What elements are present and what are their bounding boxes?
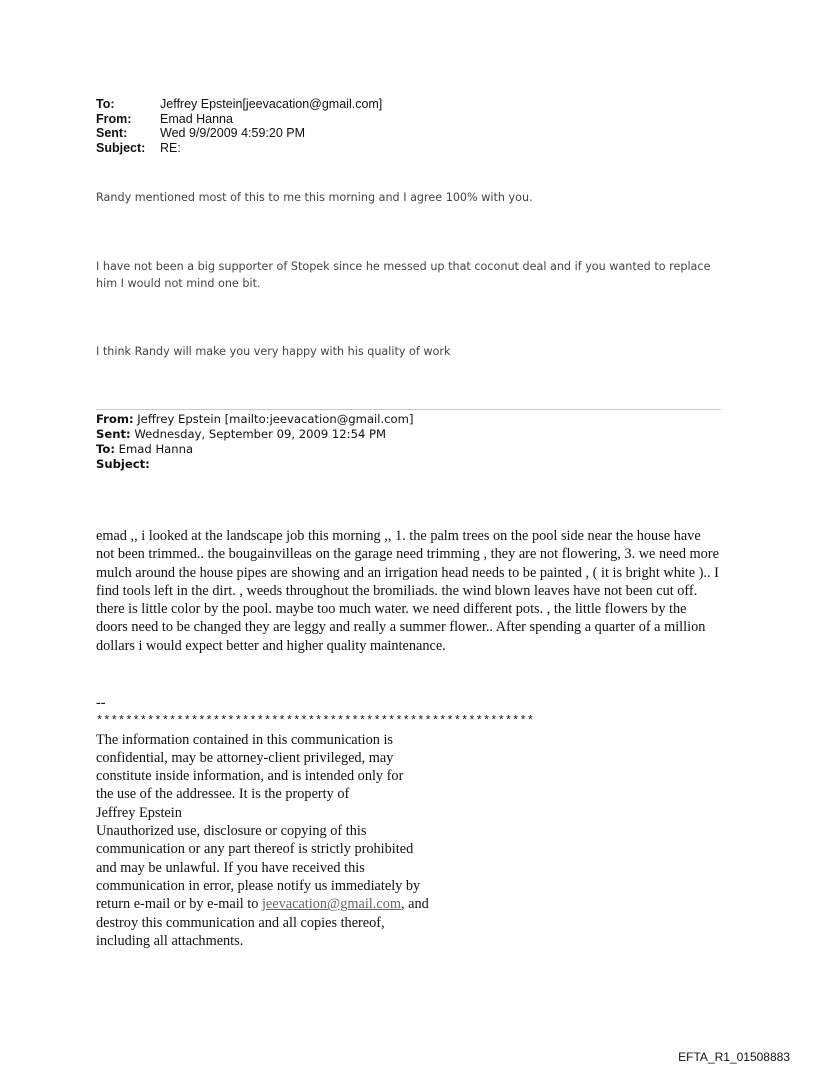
quoted-to-row (96, 442, 413, 457)
original-message-body: emad ,, i looked at the landscape job this morning ,, 1. the palm trees on the pool side near the house have not been trimmed.. the bougainvilleas on the garage need trimming , they are not flowering, 3. we need more mulch around the house pipes are showing and an irrigation head needs to be painted , ( it is bright white ).. I find tools left in the dirt. , weeds throughout the bromiliads. the wind blown leaves have not been cut off. there is little color by the pool. maybe too much water. we need different pots. , the little flowers by the doors need to be changed they are leggy and really a summer flower.. After spending a quarter of a million dollars i would expect better and higher quality maintenance. (96, 528, 719, 654)
disclaimer-line: and may be unlawful. If you have received this (96, 859, 365, 876)
disclaimer-line: the use of the addressee. It is the property of (96, 786, 350, 803)
quoted-subject-row (96, 457, 413, 472)
disclaimer-line: including all attachments. (96, 932, 244, 949)
signature-dashes: -- (96, 695, 106, 711)
disclaimer-line-email (96, 895, 534, 913)
quoted-sent-value: Wednesday, September 09, 2009 12:54 PM (134, 427, 387, 441)
quoted-subject-label: Subject: (96, 457, 150, 471)
disclaimer-line: Jeffrey Epstein (96, 804, 182, 821)
quoted-to-label: To: (96, 442, 115, 456)
email-link[interactable]: jeevacation@gmail.com (261, 896, 401, 913)
quoted-from-value: Jeffrey Epstein [mailto:jeevacation@gmail.com] (137, 412, 414, 426)
quoted-sent-label: Sent: (96, 427, 131, 441)
disclaimer-line-email-pre: return e-mail or by e-mail to (96, 896, 262, 913)
from-value: Emad Hanna (160, 111, 233, 126)
quoted-from-row (96, 412, 413, 427)
to-value: Jeffrey Epstein[jeevacation@gmail.com] (160, 97, 383, 111)
disclaimer-line: confidential, may be attorney-client privileged, may (96, 749, 394, 766)
disclaimer-line-email-post: , and (400, 896, 429, 913)
from-label: From: (96, 111, 132, 126)
disclaimer-line: constitute inside information, and is intended only for (96, 768, 404, 785)
document-id: EFTA_R1_01508883 (678, 1050, 790, 1064)
reply-paragraph-1: Randy mentioned most of this to me this morning and I agree 100% with you. (96, 191, 533, 204)
header-sent-row (96, 126, 382, 141)
disclaimer-line: The information contained in this communication is (96, 731, 393, 748)
disclaimer-line: Unauthorized use, disclosure or copying of this (96, 823, 367, 840)
signature-stars: ************************************************************ (96, 714, 535, 729)
quote-separator (96, 409, 721, 410)
quoted-from-label: From: (96, 412, 134, 426)
subject-value: RE: (160, 140, 181, 155)
disclaimer-line: communication or any part thereof is strictly prohibited (96, 841, 414, 858)
reply-paragraph-2: I have not been a big supporter of Stopek since he messed up that coconut deal and if you wanted to replace him I would not mind one bit. (96, 260, 711, 290)
reply-paragraph-3: I think Randy will make you very happy with his quality of work (96, 345, 451, 358)
quoted-sent-row (96, 427, 413, 442)
quoted-to-value: Emad Hanna (118, 442, 194, 456)
header-to-row (96, 97, 382, 112)
sent-value: Wed 9/9/2009 4:59:20 PM (160, 126, 306, 140)
sent-label: Sent: (96, 126, 128, 140)
header-from-row (96, 112, 382, 127)
disclaimer-line: destroy this communication and all copies thereof, (96, 914, 385, 931)
to-label: To: (96, 97, 115, 111)
disclaimer-line: communication in error, please notify us immediately by (96, 877, 421, 894)
signature-block (96, 694, 534, 950)
subject-label: Subject: (96, 140, 146, 155)
email-header (96, 97, 382, 155)
quoted-header (96, 412, 413, 472)
header-subject-row (96, 141, 382, 156)
